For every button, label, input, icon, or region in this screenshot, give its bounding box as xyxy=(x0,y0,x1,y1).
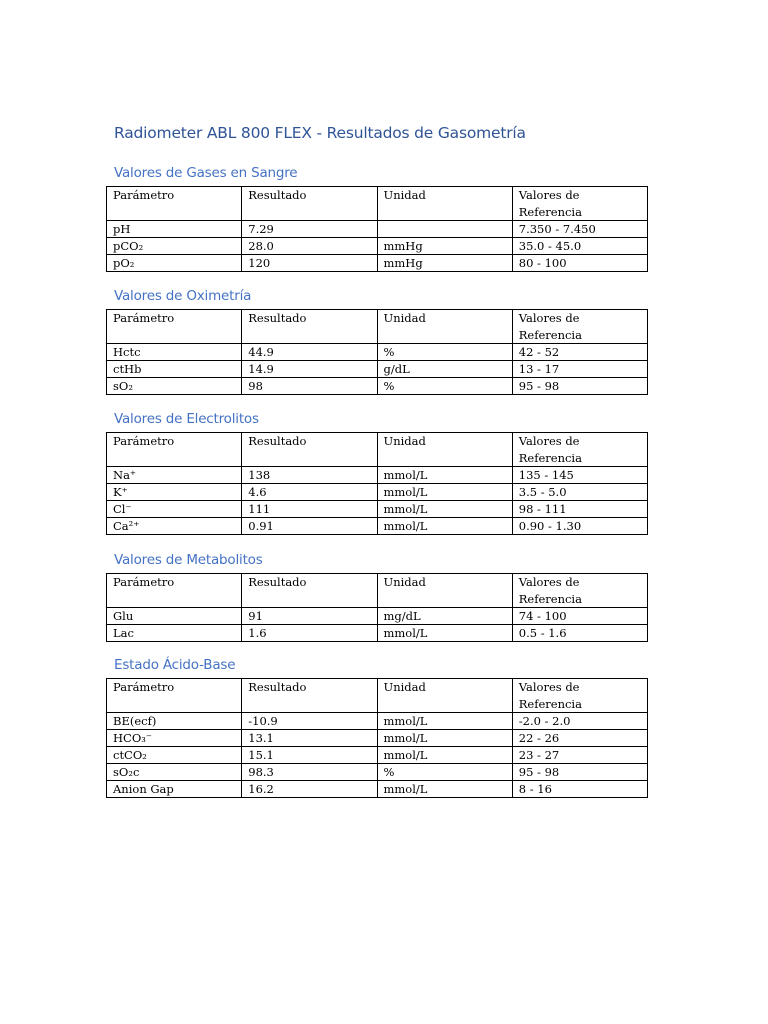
cell-referencia: 95 - 98 xyxy=(512,764,647,781)
cell-resultado: 138 xyxy=(242,467,377,484)
table-row xyxy=(107,501,648,518)
column-header-parametro: Parámetro xyxy=(107,310,242,344)
column-header-referencia: Valores de Referencia xyxy=(512,433,647,467)
cell-parametro: Ca²⁺ xyxy=(107,518,242,535)
metabolites-table xyxy=(106,573,648,642)
column-header-referencia: Valores de Referencia xyxy=(512,679,647,713)
table-row xyxy=(107,730,648,747)
column-header-unidad: Unidad xyxy=(377,310,512,344)
cell-parametro: sO₂c xyxy=(107,764,242,781)
table-row xyxy=(107,764,648,781)
column-header-referencia: Valores de Referencia xyxy=(512,310,647,344)
cell-referencia: 135 - 145 xyxy=(512,467,647,484)
cell-referencia: 7.350 - 7.450 xyxy=(512,221,647,238)
cell-referencia: 0.90 - 1.30 xyxy=(512,518,647,535)
column-header-unidad: Unidad xyxy=(377,679,512,713)
table-row xyxy=(107,344,648,361)
table-row xyxy=(107,378,648,395)
table-row xyxy=(107,608,648,625)
section-oximetry xyxy=(106,287,648,395)
table-header-row xyxy=(107,187,648,221)
cell-parametro: ctCO₂ xyxy=(107,747,242,764)
cell-referencia: 13 - 17 xyxy=(512,361,647,378)
cell-unidad: g/dL xyxy=(377,361,512,378)
table-header-row xyxy=(107,679,648,713)
cell-resultado: 120 xyxy=(242,255,377,272)
table-row xyxy=(107,484,648,501)
cell-unidad: mmol/L xyxy=(377,730,512,747)
cell-parametro: K⁺ xyxy=(107,484,242,501)
section-title: Estado Ácido-Base xyxy=(114,657,236,673)
table-row xyxy=(107,747,648,764)
cell-parametro: Lac xyxy=(107,625,242,642)
column-header-referencia: Valores de Referencia xyxy=(512,187,647,221)
acid-base-table xyxy=(106,678,648,798)
cell-unidad: mg/dL xyxy=(377,608,512,625)
cell-unidad: % xyxy=(377,378,512,395)
column-header-referencia: Valores de Referencia xyxy=(512,574,647,608)
table-row xyxy=(107,625,648,642)
cell-unidad: mmol/L xyxy=(377,484,512,501)
table-header-row xyxy=(107,574,648,608)
electrolytes-table xyxy=(106,432,648,535)
oximetry-table xyxy=(106,309,648,395)
cell-parametro: ctHb xyxy=(107,361,242,378)
cell-referencia: 23 - 27 xyxy=(512,747,647,764)
cell-resultado: 1.6 xyxy=(242,625,377,642)
cell-resultado: -10.9 xyxy=(242,713,377,730)
cell-parametro: pH xyxy=(107,221,242,238)
cell-resultado: 14.9 xyxy=(242,361,377,378)
cell-unidad: mmol/L xyxy=(377,518,512,535)
table-row xyxy=(107,518,648,535)
cell-unidad: mmol/L xyxy=(377,747,512,764)
cell-resultado: 111 xyxy=(242,501,377,518)
cell-unidad xyxy=(377,221,512,238)
table-row xyxy=(107,255,648,272)
cell-resultado: 13.1 xyxy=(242,730,377,747)
cell-referencia: 80 - 100 xyxy=(512,255,647,272)
cell-unidad: mmol/L xyxy=(377,625,512,642)
cell-parametro: HCO₃⁻ xyxy=(107,730,242,747)
column-header-parametro: Parámetro xyxy=(107,187,242,221)
cell-referencia: 95 - 98 xyxy=(512,378,647,395)
cell-resultado: 16.2 xyxy=(242,781,377,798)
cell-resultado: 4.6 xyxy=(242,484,377,501)
cell-referencia: 98 - 111 xyxy=(512,501,647,518)
column-header-resultado: Resultado xyxy=(242,310,377,344)
section-blood-gases xyxy=(106,164,648,272)
table-row xyxy=(107,467,648,484)
column-header-parametro: Parámetro xyxy=(107,574,242,608)
cell-parametro: Glu xyxy=(107,608,242,625)
cell-resultado: 28.0 xyxy=(242,238,377,255)
cell-parametro: BE(ecf) xyxy=(107,713,242,730)
cell-resultado: 98 xyxy=(242,378,377,395)
cell-resultado: 15.1 xyxy=(242,747,377,764)
column-header-parametro: Parámetro xyxy=(107,433,242,467)
section-title: Valores de Electrolitos xyxy=(114,411,259,427)
table-row xyxy=(107,238,648,255)
cell-referencia: 3.5 - 5.0 xyxy=(512,484,647,501)
column-header-unidad: Unidad xyxy=(377,574,512,608)
column-header-resultado: Resultado xyxy=(242,187,377,221)
cell-unidad: % xyxy=(377,344,512,361)
cell-referencia: 0.5 - 1.6 xyxy=(512,625,647,642)
cell-parametro: Hctc xyxy=(107,344,242,361)
table-row xyxy=(107,221,648,238)
cell-unidad: % xyxy=(377,764,512,781)
cell-parametro: Na⁺ xyxy=(107,467,242,484)
cell-parametro: sO₂ xyxy=(107,378,242,395)
cell-referencia: -2.0 - 2.0 xyxy=(512,713,647,730)
section-title: Valores de Oximetría xyxy=(114,288,252,304)
table-row xyxy=(107,361,648,378)
cell-parametro: pO₂ xyxy=(107,255,242,272)
cell-resultado: 44.9 xyxy=(242,344,377,361)
column-header-resultado: Resultado xyxy=(242,574,377,608)
cell-unidad: mmHg xyxy=(377,238,512,255)
cell-referencia: 8 - 16 xyxy=(512,781,647,798)
cell-referencia: 42 - 52 xyxy=(512,344,647,361)
cell-parametro: Anion Gap xyxy=(107,781,242,798)
cell-referencia: 74 - 100 xyxy=(512,608,647,625)
table-row xyxy=(107,781,648,798)
table-header-row xyxy=(107,310,648,344)
column-header-resultado: Resultado xyxy=(242,679,377,713)
cell-parametro: pCO₂ xyxy=(107,238,242,255)
cell-parametro: Cl⁻ xyxy=(107,501,242,518)
column-header-unidad: Unidad xyxy=(377,187,512,221)
cell-referencia: 35.0 - 45.0 xyxy=(512,238,647,255)
column-header-parametro: Parámetro xyxy=(107,679,242,713)
cell-unidad: mmol/L xyxy=(377,713,512,730)
blood-gases-table xyxy=(106,186,648,272)
section-metabolites xyxy=(106,551,648,642)
cell-resultado: 91 xyxy=(242,608,377,625)
column-header-resultado: Resultado xyxy=(242,433,377,467)
document-title: Radiometer ABL 800 FLEX - Resultados de Gasometría xyxy=(114,124,526,142)
cell-unidad: mmHg xyxy=(377,255,512,272)
cell-unidad: mmol/L xyxy=(377,781,512,798)
cell-resultado: 7.29 xyxy=(242,221,377,238)
cell-resultado: 0.91 xyxy=(242,518,377,535)
section-electrolytes xyxy=(106,410,648,535)
table-row xyxy=(107,713,648,730)
cell-unidad: mmol/L xyxy=(377,467,512,484)
cell-unidad: mmol/L xyxy=(377,501,512,518)
section-title: Valores de Gases en Sangre xyxy=(114,165,298,181)
column-header-unidad: Unidad xyxy=(377,433,512,467)
cell-resultado: 98.3 xyxy=(242,764,377,781)
cell-referencia: 22 - 26 xyxy=(512,730,647,747)
section-title: Valores de Metabolitos xyxy=(114,552,263,568)
section-acid-base xyxy=(106,656,648,798)
table-header-row xyxy=(107,433,648,467)
